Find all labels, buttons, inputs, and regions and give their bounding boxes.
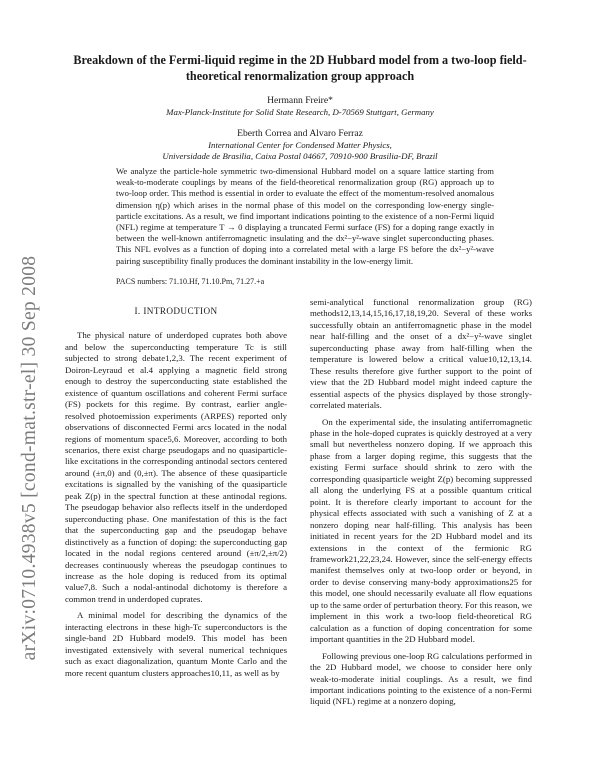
- pacs-numbers: PACS numbers: 71.10.Hf, 71.10.Pm, 71.27.+a: [116, 277, 265, 286]
- left-column: [65, 292, 287, 679]
- affiliation-2-line-2: Universidade de Brasilia, Caixa Postal 04667, 70910-900 Brasilia-DF, Brazil: [162, 151, 438, 161]
- paper-header: [60, 52, 540, 162]
- author-name-1: Hermann Freire*: [267, 95, 333, 106]
- affiliation-2-line-1: International Center for Condensed Matter Physics,: [208, 140, 392, 150]
- paragraph: On the experimental side, the insulating antiferromagnetic phase in the hole-doped cuprates is quickly destroyed at a very small but nevertheless nonzero doping. If we approach this phase from a larger doping regime, this suggests that the existing Fermi surface should shrink to zero with the corresponding quasiparticle weight Z(p) becoming suppressed all along the underlying FS at a possible quantum critical point. It is therefore clearly important to account for the physical effects associated with such a vanishing of Z at a nonzero doping near half-filling. This analysis has been initiated in recent years for the 2D Hubbard model and its extensions in the context of the fermionic RG framework21,22,23,24. However, since the self-energy effects manifest themselves only at two-loop order or beyond, in order to devise conserving many-body approximations25 for this model, one should necessarily evaluate all flow equations up to the same order of perturbation theory. For this reason, we implement in this work a two-loop field-theoretical RG calculation as a function of doping concentration for some important quantities in the 2D Hubbard model.: [310, 416, 532, 645]
- author-names-2: Eberth Correa and Alvaro Ferraz: [237, 128, 363, 139]
- paragraph: The physical nature of underdoped cuprates both above and below the superconducting temperature Tc is still subjected to strong debate1,2,3. The recent experiment of Doiron-Leyraud et al.4 applying a magnetic field strong enough to destroy the superconducting state established the existence of quantum oscillations and coherent Fermi surface (FS) pockets for this regime. By contrast, earlier angle-resolved photoemission experiments (ARPES) reported only observations of disconnected Fermi arcs located in the nodal regions of momentum space5,6. Moreover, according to both scenarios, there exist charge pseudogaps and no quasiparticle-like excitations in the corresponding antinodal sectors centered around (±π,0) and (0,±π). The absence of these quasiparticle excitations is signalled by the vanishing of the quasiparticle peak Z(p) in the spectral function at these antinodal regions. The pseudogap behavior also reflects itself in the underdoped superconducting phase. One manifestation of this is the fact that the superconducting gap and the pseudogap behave distinctively as a function of doping: the superconducting gap located in the nodal regions centered around (±π/2,±π/2) decreases continuously whereas the pseudogap continues to increase as the hole doping is reduced from its optimal value7,8. Such a nodal-antinodal dichotomy is therefore a common trend in underdoped cuprates.: [65, 330, 287, 604]
- paragraph: A minimal model for describing the dynamics of the interacting electrons in these high-Tc superconductors is the single-band 2D Hubbard model9. This model has been investigated extensively with several numerical techniques such as exact diagonalization, quantum Monte Carlo and the more recent quantum clusters approaches10,11, as well as by: [65, 610, 287, 678]
- paragraph: Following previous one-loop RG calculations performed in the 2D Hubbard model, we choose to consider here only weak-to-moderate initial couplings. As a result, we find important indications pointing to the existence of a non-Fermi liquid (NFL) regime at a nonzero doping,: [310, 650, 532, 707]
- section-heading: I. INTRODUCTION: [134, 306, 218, 316]
- paragraph: semi-analytical functional renormalization group (RG) methods12,13,14,15,16,17,18,19,20. Several of these works successfully obtain an antiferromagnetic phase in the model near half-filling and the onset of a dx²−y²-wave singlet superconducting phase away from half-filling when the temperature is lowered below a critical value10,12,13,14. These results therefore give further support to the point of view that the 2D Hubbard model might indeed capture the essential aspects of the physics displayed by those strongly-correlated materials.: [310, 297, 532, 411]
- arxiv-identifier-stamp: [10, 0, 50, 776]
- abstract: We analyze the particle-hole symmetric two-dimensional Hubbard model on a square lattice starting from weak-to-moderate couplings by means of the field-theoretical renormalization group (RG) approach up to two-loop order. This method is essential in order to evaluate the effect of the momentum-resolved anomalous dimension η(p) which arises in the normal phase of this model on the corresponding low-energy single-particle excitations. As a result, we find important indications pointing to the existence of a non-Fermi liquid (NFL) regime at temperature T → 0 displaying a truncated Fermi surface (FS) for a doping range exactly in between the well-known antiferromagnetic insulating and the dx²−y²-wave singlet superconducting phases. This NFL evolves as a function of doping into a correlated metal with a large FS before the dx²−y²-wave pairing susceptibility finally produces the dominant instability in the low-energy limit.: [116, 166, 494, 266]
- arxiv-identifier-text: arXiv:0710.4938v5 [cond-mat.str-el] 30 Sep 2008: [19, 255, 40, 661]
- affiliation-1: Max-Planck-Institute for Solid State Research, D-70569 Stuttgart, Germany: [166, 107, 434, 117]
- paper-title: Breakdown of the Fermi-liquid regime in the 2D Hubbard model from a two-loop field-theoretical renormalization group approach: [73, 53, 527, 83]
- right-column: [310, 297, 532, 708]
